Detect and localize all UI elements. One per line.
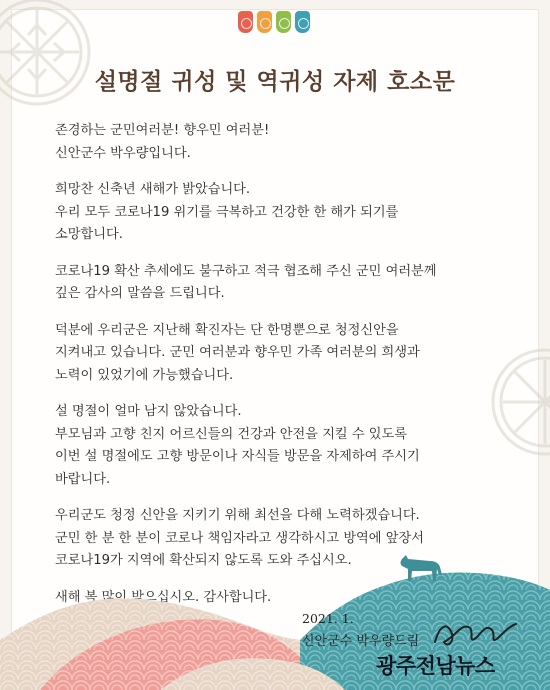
- text-line: 설 명절이 얼마 남지 않았습니다.: [55, 404, 242, 419]
- text-line: 군민 한 분 한 분이 코로나 책임자라고 생각하시고 방역에 앞장서: [55, 530, 424, 546]
- text-line: 덕분에 우리군은 지난해 확진자는 단 한명뿐으로 청정신안을: [55, 322, 399, 338]
- text-line: 코로나19가 지역에 확산되지 않도록 도와 주십시오.: [55, 553, 352, 568]
- cow-silhouette-icon: [396, 553, 444, 585]
- page-title: 설명절 귀성 및 역귀성 자제 호소문: [94, 69, 456, 95]
- text-line: 바랍니다.: [55, 471, 111, 487]
- text-line: 새해 복 많이 받으십시오. 감사합니다.: [55, 589, 272, 605]
- text-line: 부모님과 고향 친지 어르신들의 건강과 안전을 지킬 수 있도록: [55, 426, 408, 442]
- signature-scribble-icon: [430, 614, 520, 654]
- text-line: 깊은 감사의 말씀을 드립니다.: [55, 286, 225, 301]
- news-logo: 광주전남뉴스: [376, 654, 495, 678]
- text-line: 존경하는 군민여러분! 향우민 여러분!: [55, 123, 270, 138]
- text-line: 우리군도 청정 신안을 지키기 위해 최선을 다해 노력하겠습니다.: [55, 508, 420, 523]
- text-line: 지켜내고 있습니다. 군민 여러분과 향우민 가족 여러분의 희생과: [55, 345, 420, 360]
- signature-name: 신안군수 박우량드림: [302, 634, 420, 649]
- text-line: 희망찬 신축년 새해가 밝았습니다.: [55, 182, 251, 197]
- text-line: 신안군수 박우량입니다.: [55, 145, 191, 161]
- text-line: 노력이 있었기에 가능했습니다.: [55, 367, 234, 383]
- text-line: 코로나19 확산 추세에도 불구하고 적극 협조해 주신 군민 여러분께: [55, 263, 437, 279]
- text-line: 소망합니다.: [55, 227, 123, 242]
- text-line: 우리 모두 코로나19 위기를 극복하고 건강한 한 해가 되기를: [55, 204, 399, 220]
- text-line: 이번 설 명절에도 고향 방문이나 자식들 방문을 자제하여 주시기: [55, 449, 420, 464]
- signature-date: 2021. 1.: [302, 611, 354, 626]
